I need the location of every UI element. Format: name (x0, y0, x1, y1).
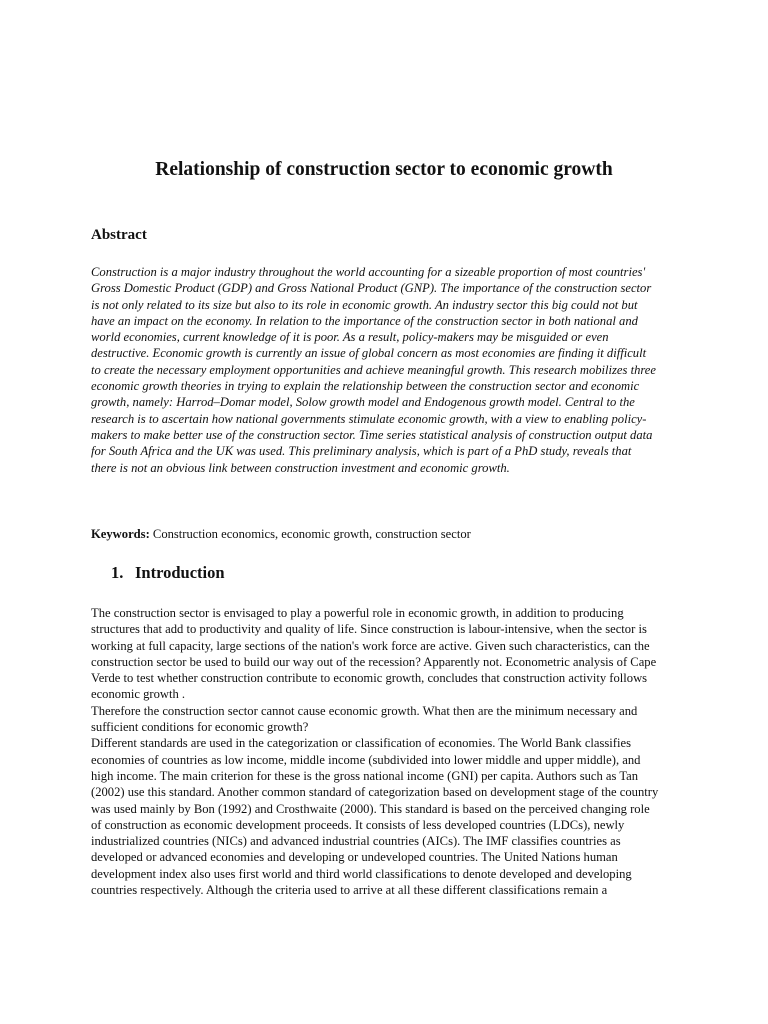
keywords-line (91, 526, 671, 542)
intro-paragraph: Therefore the construction sector cannot cause economic growth. What then are the minimum necessary and sufficient conditions for economic growth? (91, 703, 638, 735)
keywords-label: Keywords: (91, 527, 150, 541)
intro-paragraph: Different standards are used in the categorization or classification of economies. The World Bank classifies economies of countries as low income, middle income (subdivided into lower middle and upper middle), and high income. The main criterion for these is the gross national income (GNI) per capita. Authors such as Tan (2002) use this standard. Another common standard of categorization based on development stage of the country was used mainly by Bon (1992) and Crosthwaite (2000). This standard is based on the perceived changing role of construction as economic development proceeds. It consists of less developed countries (LDCs), newly industrialized countries (NICs) and advanced industrial countries (AICs). The IMF classifies countries as developed or advanced economies and developing or undeveloped countries. The United Nations human development index also uses first world and third world classifications to denote developed and developing countries respectively. Although the criteria used to arrive at all these different classifications remain a (91, 736, 659, 898)
section-heading-introduction (111, 563, 225, 583)
section-title: Introduction (135, 563, 225, 582)
abstract-heading: Abstract (91, 227, 147, 243)
paper-title: Relationship of construction sector to economic growth (155, 159, 613, 180)
section-number: 1. (111, 563, 124, 582)
keywords-text: Construction economics, economic growth, construction sector (149, 527, 471, 541)
introduction-body (91, 605, 663, 898)
abstract-text: Construction is a major industry throughout the world accounting for a sizeable proportion of most countries' Gross Domestic Product (GDP) and Gross National Product (GNP). The importance of the construction sector is not only related to its size but also to its role in economic growth. An industry sector this big could not but have an impact on the economy. In relation to the importance of the construction sector in both national and world economies, current knowledge of it is poor. As a result, policy-makers may be misguided or even destructive. Economic growth is currently an issue of global concern as most economies are finding it difficult to create the necessary employment opportunities and achieve meaningful growth. This research mobilizes three economic growth theories in trying to explain the relationship between the construction sector and economic growth, namely: Harrod–Domar model, Solow growth model and Endogenous growth model. Central to the research is to ascertain how national governments stimulate economic growth, with a view to enabling policy-makers to make better use of the construction sector. Time series statistical analysis of construction output data for South Africa and the UK was used. This preliminary analysis, which is part of a PhD study, reveals that there is not an obvious link between construction investment and economic growth. (91, 265, 656, 475)
intro-paragraph: The construction sector is envisaged to play a powerful role in economic growth, in addition to producing structures that add to productivity and quality of life. Since construction is labour-intensive, when the sector is working at full capacity, large sections of the nation's work force are active. Given such characteristics, can the construction sector be used to build our way out of the recession? Apparently not. Econometric analysis of Cape Verde to test whether construction contribute to economic growth, concludes that construction activity follows economic growth . (91, 606, 657, 702)
